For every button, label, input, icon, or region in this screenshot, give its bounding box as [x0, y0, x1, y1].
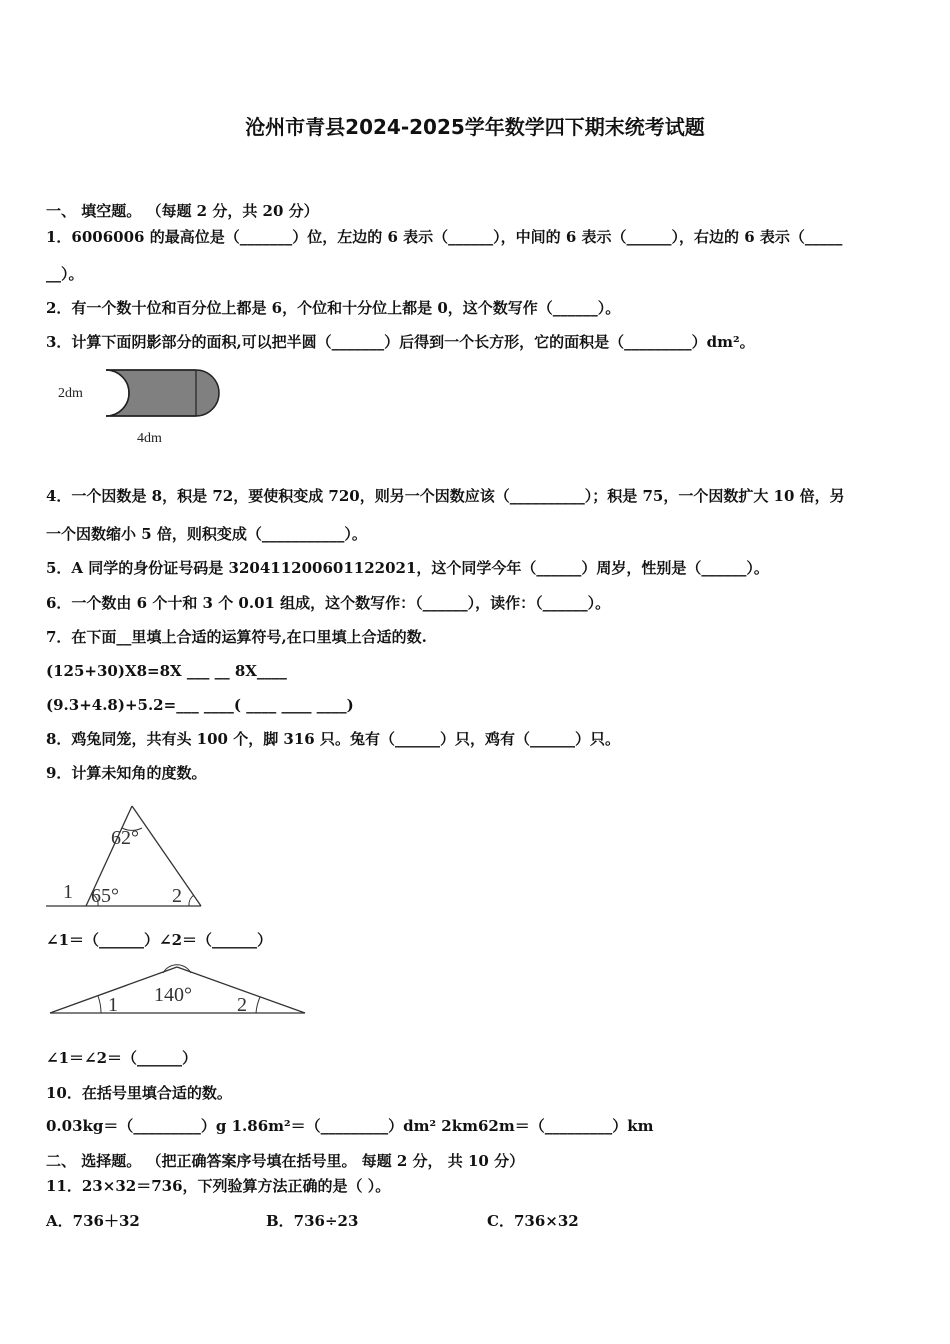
question-11: 11．23×32＝736，下列验算方法正确的是（ ）。: [46, 1177, 391, 1195]
option-b: B．736÷23: [266, 1212, 359, 1230]
section-2-heading: 二、 选择题。 （把正确答案序号填在括号里。 每题 2 分， 共 10 分）: [46, 1152, 525, 1170]
question-9-answer-1: ∠1＝（______）∠2＝（______）: [46, 931, 273, 949]
top-angle-label: 140°: [154, 984, 192, 1006]
top-angle-label: 62°: [111, 827, 139, 849]
question-10: 10．在括号里填合适的数。: [46, 1084, 232, 1102]
right-angle-arc: [256, 997, 260, 1013]
width-label: 4dm: [137, 431, 162, 446]
question-3: 3．计算下面阴影部分的面积,可以把半圆（_______）后得到一个长方形，它的面积是（_________）dm²。: [46, 333, 755, 351]
angle-2-label: 2: [237, 994, 247, 1016]
left-known-angle-label: 65°: [91, 885, 119, 907]
angle-1-label: 1: [108, 994, 118, 1016]
triangle-figure-1: [46, 800, 216, 915]
question-1-line-1: 1．6006006 的最高位是（_______）位，左边的 6 表示（______），中间的 6 表示（______），右边的 6 表示（_____: [46, 228, 843, 246]
angle-2-label: 2: [172, 885, 182, 907]
section-1-heading: 一、 填空题。 （每题 2 分，共 20 分）: [46, 202, 319, 220]
right-side: [132, 806, 201, 906]
option-a: A．736＋32: [46, 1212, 140, 1230]
question-7: 7．在下面__里填上合适的运算符号,在口里填上合适的数.: [46, 628, 427, 646]
option-c: C．736×32: [487, 1212, 579, 1230]
question-7-equation-1: (125+30)X8=8X ___ __ 8X____: [46, 662, 287, 680]
question-7-equation-2: (9.3+4.8)+5.2=___ ____( ____ ____ ____): [46, 696, 354, 714]
question-8: 8．鸡兔同笼，共有头 100 个，脚 316 只。兔有（______）只，鸡有（______）只。: [46, 730, 620, 748]
question-1-line-2: __）。: [46, 265, 84, 283]
question-9-answer-2: ∠1＝∠2＝（______）: [46, 1049, 198, 1067]
right-angle-arc: [189, 895, 194, 906]
question-4-line-2: 一个因数缩小 5 倍，则积变成（___________）。: [46, 525, 367, 543]
question-4-line-1: 4．一个因数是 8，积是 72，要使积变成 720，则另一个因数应该（__________）；积是 75，一个因数扩大 10 倍，另: [46, 487, 845, 505]
angle-1-label: 1: [63, 881, 73, 903]
question-5: 5．A 同学的身份证号码是 320411200601122021，这个同学今年（______）周岁，性别是（______）。: [46, 559, 769, 577]
left-angle-arc: [98, 996, 101, 1013]
top-angle-arc: [163, 965, 191, 973]
triangle-figure-2: [46, 960, 311, 1020]
question-10-conversions: 0.03kg＝（_________）g 1.86m²＝（_________）dm² 2km62m＝（_________）km: [46, 1117, 654, 1135]
page-title: 沧州市青县2024-2025学年数学四下期末统考试题: [245, 115, 705, 139]
question-9: 9．计算未知角的度数。: [46, 764, 207, 782]
question-6: 6．一个数由 6 个十和 3 个 0.01 组成，这个数写作：（______），读作：（______）。: [46, 594, 611, 612]
shaded-semicircle-figure: [46, 362, 246, 452]
height-label: 2dm: [58, 386, 83, 401]
question-2: 2．有一个数十位和百分位上都是 6，个位和十分位上都是 0，这个数写作（______）。: [46, 299, 621, 317]
